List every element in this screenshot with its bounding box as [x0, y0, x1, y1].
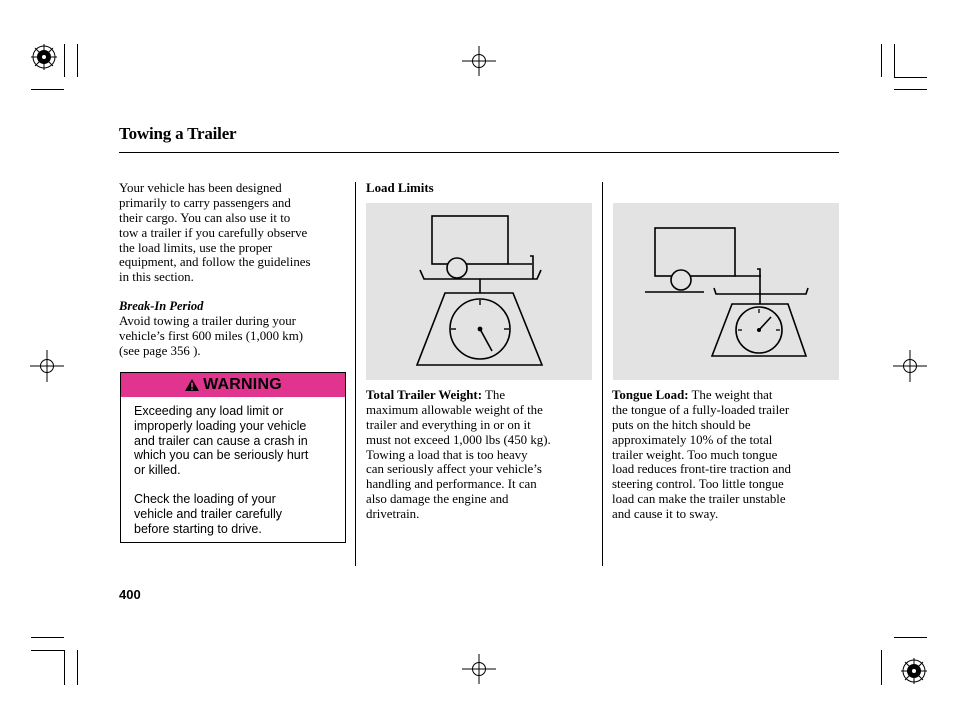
column-divider [602, 182, 603, 566]
crosshair-mark-icon [462, 654, 496, 684]
warning-paragraph: Check the loading of your vehicle and trailer carefully before starting to drive. [134, 492, 282, 536]
crosshair-mark-icon [462, 46, 496, 76]
break-in-heading: Break-In Period [119, 299, 204, 313]
page-title: Towing a Trailer [119, 124, 237, 143]
page-number: 400 [119, 587, 141, 602]
warning-header [121, 373, 345, 397]
warning-triangle-icon [184, 378, 200, 392]
column-divider [355, 182, 356, 566]
total-trailer-weight-illustration [366, 203, 592, 380]
title-rule [119, 152, 839, 153]
tongue-load-illustration [613, 203, 839, 380]
load-limits-heading: Load Limits [366, 181, 434, 195]
total-weight-paragraph: Total Trailer Weight: The maximum allowable weight of the trailer and everything in or on it must not exceed 1,000 lbs (450 kg). Towing a load that is too heavy can seriously affect your vehicle’s handling and performance. It can also damage the engine and drivetrain. [366, 388, 551, 522]
break-in-section: Break-In Period Avoid towing a trailer during your vehicle’s first 600 miles (1,000 km) (see page 356 ). [119, 299, 304, 358]
intro-paragraph: Your vehicle has been designed primarily to carry passengers and their cargo. You can also use it to tow a trailer if you carefully observe the load limits, use the proper equipment, and follow the guidelines in this section. [119, 181, 311, 285]
registration-mark-icon [30, 43, 58, 71]
total-weight-term: Total Trailer Weight: [366, 388, 483, 402]
tongue-load-paragraph: Tongue Load: The weight that the tongue of a fully-loaded trailer puts on the hitch should be approximately 10% of the total trailer weight. Too much tongue load reduces front-tire traction and steering control. Too little tongue load can make the trailer unstable and cause it to sway. [612, 388, 791, 522]
warning-paragraph: Exceeding any load limit or improperly loading your vehicle and trailer can cause a crash in which you can be seriously hurt or killed. [134, 404, 309, 478]
tongue-load-term: Tongue Load: [612, 388, 689, 402]
registration-mark-icon [900, 657, 928, 685]
crosshair-mark-icon [893, 350, 927, 382]
warning-box [120, 372, 346, 543]
warning-label: WARNING [203, 376, 282, 393]
crosshair-mark-icon [30, 350, 64, 382]
